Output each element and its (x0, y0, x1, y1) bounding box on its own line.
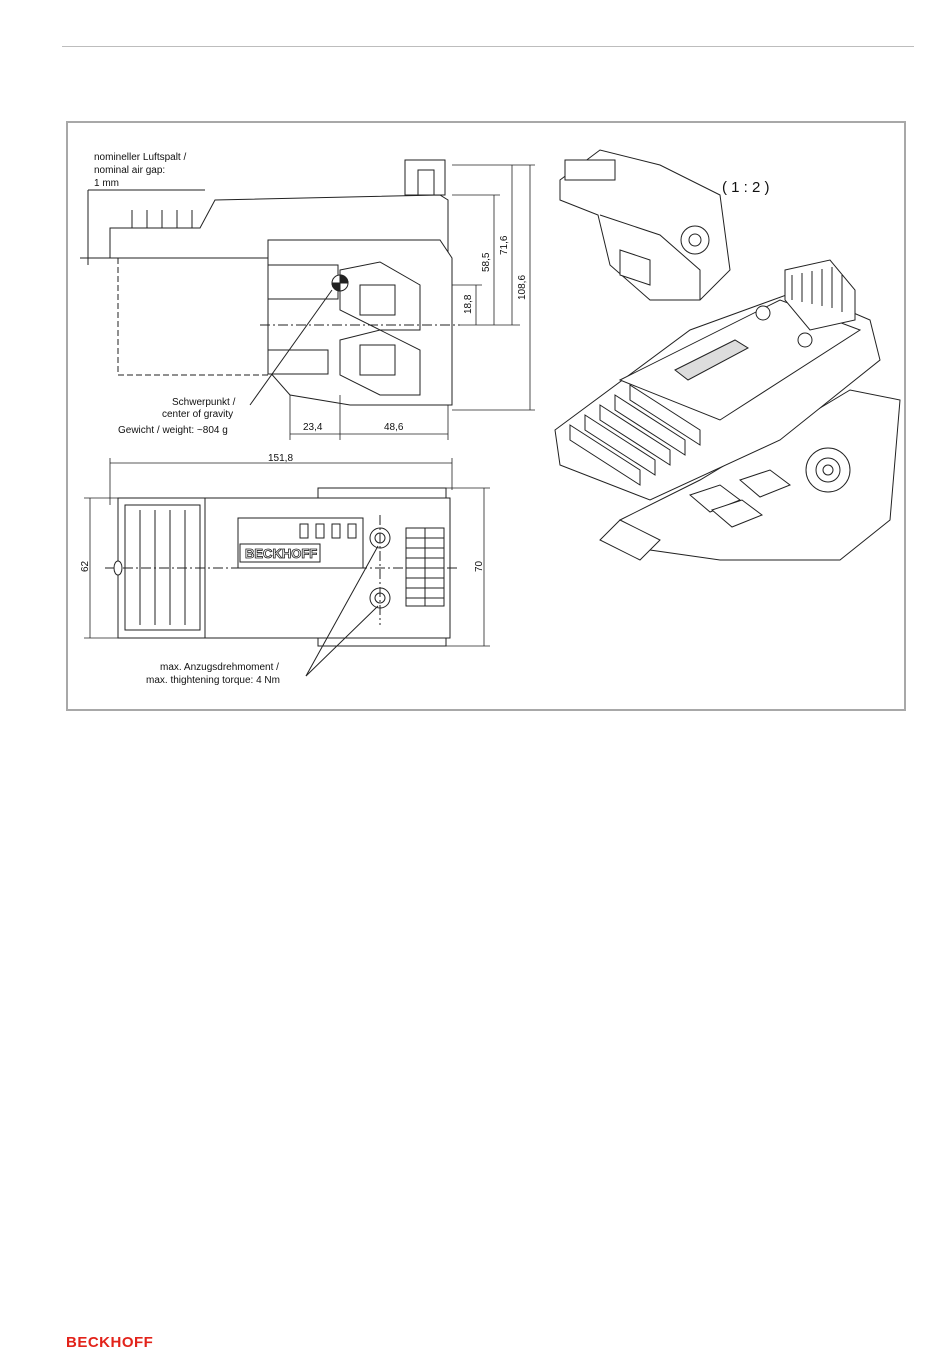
dim-48-6: 48,6 (384, 422, 404, 433)
side-view (80, 160, 460, 405)
dim-71-6: 71,6 (499, 235, 510, 255)
cog-label-1: Schwerpunkt / (172, 397, 236, 408)
footer-logo: BECKHOFF (66, 1334, 154, 1351)
module-logo: BECKHOFF (245, 546, 318, 561)
dim-108-6: 108,6 (517, 274, 528, 300)
dim-70: 70 (474, 560, 485, 572)
weight-label: Gewicht / weight: ~804 g (118, 425, 228, 436)
air-gap-label-1: nomineller Luftspalt / (94, 152, 187, 163)
top-view (84, 458, 490, 676)
air-gap-label-2: nominal air gap: (94, 165, 166, 176)
dim-151-8: 151,8 (268, 453, 294, 464)
cog-label-2: center of gravity (162, 409, 234, 420)
torque-label-1: max. Anzugsdrehmoment / (160, 662, 279, 673)
dim-18-8: 18,8 (463, 294, 474, 314)
small-isometric-view (560, 150, 730, 300)
scale-label: ( 1 : 2 ) (722, 179, 770, 196)
dim-23-4: 23,4 (303, 422, 323, 433)
air-gap-value: 1 mm (94, 178, 119, 189)
dim-58-5: 58,5 (481, 252, 492, 272)
dim-62: 62 (80, 560, 91, 572)
large-isometric-view (555, 260, 900, 560)
torque-label-2: max. thightening torque: 4 Nm (146, 675, 280, 686)
